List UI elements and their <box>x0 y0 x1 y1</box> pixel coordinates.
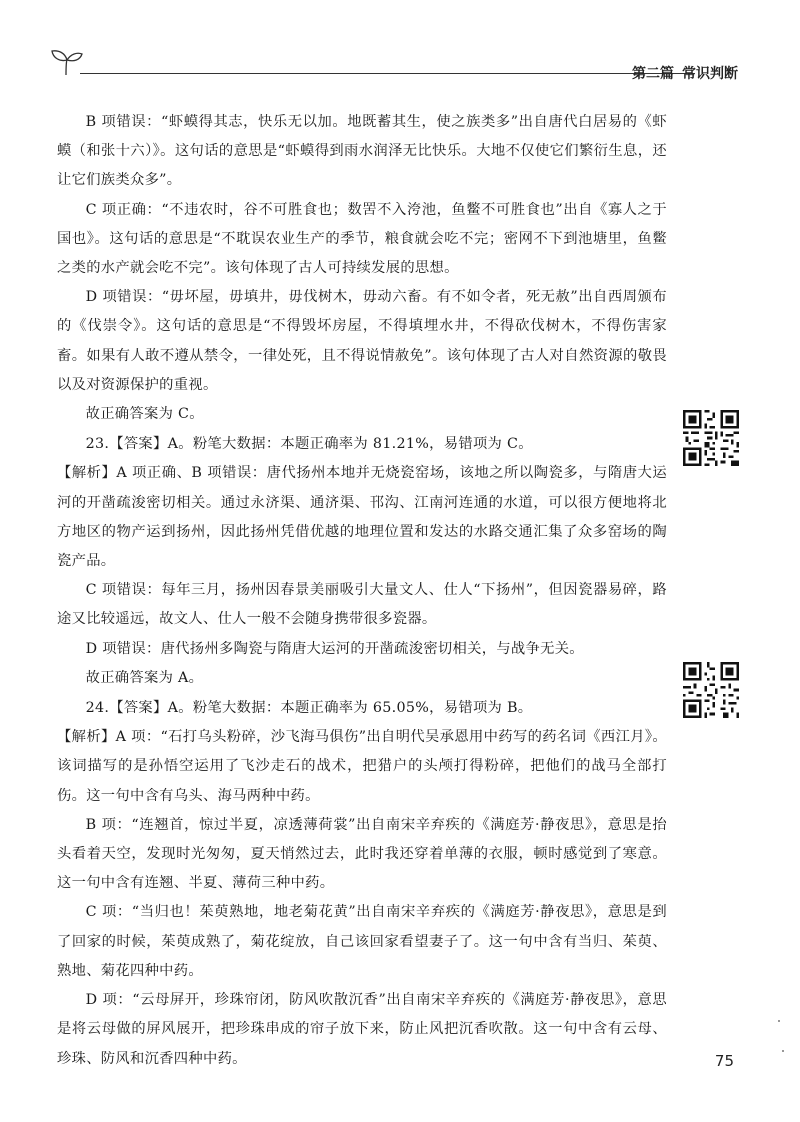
answer-conclusion: 故正确答案为 A。 <box>85 669 204 686</box>
scan-speck <box>782 1050 784 1052</box>
paragraph: D 项错误：“毋坏屋，毋填井，毋伐树木，毋动六畜。有不如令者，死无赦”出自西周颁布的《伐崇令》。这句话的意思是“不得毁坏房屋，不得填埋水井，不得砍伐树木，不得伤害家畜。如果有人敢不遵从禁令，一律处死，且不得说情赦免”。该句体现了古人对自然资源的敬畏以及对资源保护的重视。 <box>57 289 667 393</box>
question-23-analysis: 【解析】A 项正确、B 项错误：唐代扬州本地并无烧瓷窑场，该地之所以陶瓷多，与隋唐大运河的开凿疏浚密切相关。通过永济渠、通济渠、邗沟、江南河连通的水道，可以很方便地将北方地区的物产运到扬州，因此扬州凭借优越的地理位置和发达的水路交通汇集了众多窑场的陶瓷产品。 <box>57 465 667 570</box>
header-title <box>632 63 738 83</box>
header-divider <box>80 73 695 74</box>
page-number: 75 <box>714 1052 734 1070</box>
question-23-answer: 23.【答案】A。粉笔大数据：本题正确率为 81.21%，易错项为 C。 <box>85 436 533 453</box>
question-24-answer: 24.【答案】A。粉笔大数据：本题正确率为 65.05%，易错项为 B。 <box>85 700 533 717</box>
chapter-title: 常识判断 <box>682 66 738 82</box>
paragraph: B 项错误：“虾蟆得其志，快乐无以加。地既蓄其生，使之族类多”出自唐代白居易的《虾蟆（和张十六）》。这句话的意思是“虾蟆得到雨水润泽无比快乐。大地不仅使它们繁衍生息，还让它们族类众多”。 <box>57 114 667 189</box>
paragraph: C 项错误：每年三月，扬州因春景美丽吸引大量文人、仕人“下扬州”，但因瓷器易碎，路途又比较遥远，故文人、仕人一般不会随身携带很多瓷器。 <box>57 582 667 628</box>
paragraph: D 项：“云母屏开，珍珠帘闭，防风吹散沉香”出自南宋辛弃疾的《满庭芳·静夜思》，意思是将云母做的屏风展开，把珍珠串成的帘子放下来，防止风把沉香吹散。这一句中含有云母、珍珠、防风和沉香四种中药。 <box>57 992 667 1067</box>
qr-code-icon[interactable] <box>683 662 739 718</box>
paragraph: C 项正确：“不违农时，谷不可胜食也；数罟不入洿池，鱼鳖不可胜食也”出自《寡人之于国也》。这句话的意思是“不耽误农业生产的季节，粮食就会吃不完；密网不下到池塘里，鱼鳖之类的水产就会吃不完”。该句体现了古人可持续发展的思想。 <box>57 201 667 277</box>
answer-conclusion: 故正确答案为 C。 <box>85 406 204 423</box>
paragraph: C 项：“当归也！茱萸熟地，地老菊花黄”出自南宋辛弃疾的《满庭芳·静夜思》，意思是到了回家的时候，茱萸成熟了，菊花绽放，自己该回家看望妻子了。这一句中含有当归、茱萸、熟地、菊花四种中药。 <box>57 904 667 979</box>
page-header <box>0 0 800 100</box>
sprout-icon <box>50 47 84 77</box>
scan-speck <box>778 1020 780 1022</box>
section-label: 第二篇 <box>632 66 674 82</box>
question-24-analysis: 【解析】A 项：“石打乌头粉碎，沙飞海马俱伤”出自明代吴承恩用中药写的药名词《西江月》。该词描写的是孙悟空运用了飞沙走石的战术，把猎户的头颅打得粉碎，把他们的战马全部打伤。这一句中含有乌头、海马两种中药。 <box>57 729 667 804</box>
page-body <box>57 108 667 1074</box>
paragraph: D 项错误：唐代扬州多陶瓷与隋唐大运河的开凿疏浚密切相关，与战争无关。 <box>85 640 584 657</box>
paragraph: B 项：“连翘首，惊过半夏，凉透薄荷裳”出自南宋辛弃疾的《满庭芳·静夜思》，意思是抬头看着天空，发现时光匆匆，夏天悄然过去，此时我还穿着单薄的衣服，顿时感觉到了寒意。这一句中含有连翘、半夏、薄荷三种中药。 <box>57 816 667 892</box>
qr-code-icon[interactable] <box>683 410 739 466</box>
